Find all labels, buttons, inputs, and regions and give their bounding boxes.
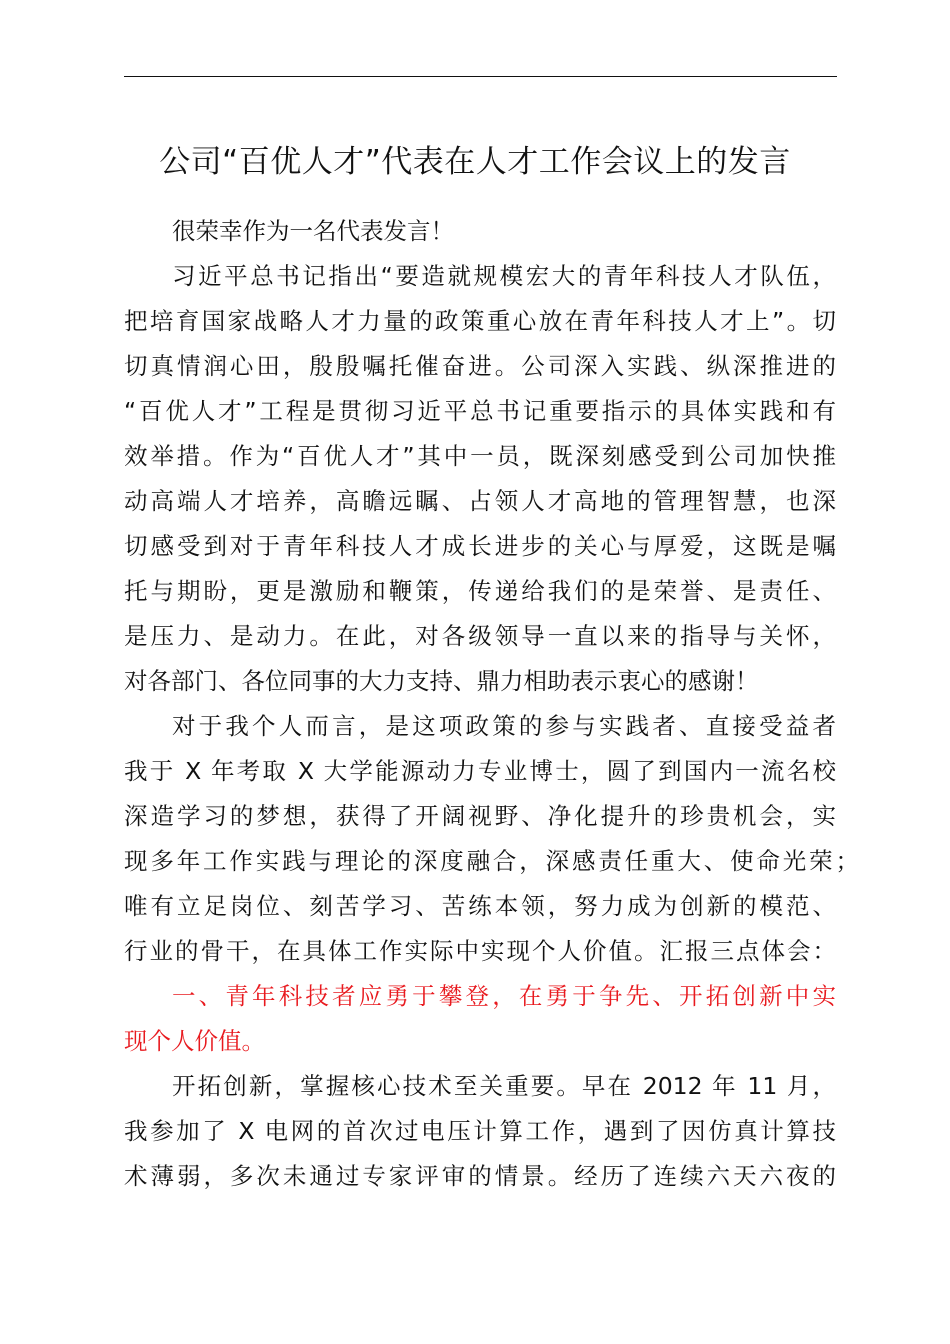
paragraph-line: 效举措。作为“百优人才”其中一员，既深刻感受到公司加快推	[124, 442, 836, 470]
paragraph-line: 对于我个人而言，是这项政策的参与实践者、直接受益者	[172, 712, 836, 740]
paragraph-line: 术薄弱，多次未通过专家评审的情景。经历了连续六天六夜的	[124, 1162, 836, 1190]
paragraph-line: 唯有立足岗位、刻苦学习、苦练本领，努力成为创新的模范、	[124, 892, 836, 920]
paragraph-line: “百优人才”工程是贯彻习近平总书记重要指示的具体实践和有	[124, 397, 836, 425]
paragraph-line: 深造学习的梦想，获得了开阔视野、净化提升的珍贵机会，实	[124, 802, 836, 830]
paragraph-line: 切感受到对于青年科技人才成长进步的关心与厚爱，这既是嘱	[124, 532, 836, 560]
paragraph-line: 对各部门、各位同事的大力支持、鼎力相助表示衷心的感谢！	[124, 667, 759, 695]
paragraph-line: 开拓创新，掌握核心技术至关重要。早在 2012 年 11 月，	[172, 1072, 836, 1100]
paragraph-line: 很荣幸作为一名代表发言！	[172, 217, 454, 245]
paragraph-line: 把培育国家战略人才力量的政策重心放在青年科技人才上”。切	[124, 307, 836, 335]
section-heading: 现个人价值。	[124, 1027, 265, 1055]
section-heading: 一、青年科技者应勇于攀登，在勇于争先、开拓创新中实	[172, 982, 836, 1010]
paragraph-line: 习近平总书记指出“要造就规模宏大的青年科技人才队伍，	[172, 262, 836, 290]
paragraph-line: 我于 X 年考取 X 大学能源动力专业博士，圆了到国内一流名校	[124, 757, 836, 785]
paragraph-line: 我参加了 X 电网的首次过电压计算工作，遇到了因仿真计算技	[124, 1117, 836, 1145]
header-rule	[124, 76, 837, 77]
paragraph-line: 切真情润心田，殷殷嘱托催奋进。公司深入实践、纵深推进的	[124, 352, 836, 380]
document-title: 公司“百优人才”代表在人才工作会议上的发言	[159, 144, 791, 180]
paragraph-line: 动高端人才培养，高瞻远瞩、占领人才高地的管理智慧，也深	[124, 487, 836, 515]
paragraph-line: 现多年工作实践与理论的深度融合，深感责任重大、使命光荣；	[124, 847, 859, 875]
paragraph-line: 是压力、是动力。在此，对各级领导一直以来的指导与关怀，	[124, 622, 836, 650]
paragraph-line: 行业的骨干，在具体工作实际中实现个人价值。汇报三点体会：	[124, 937, 836, 965]
paragraph-line: 托与期盼，更是激励和鞭策，传递给我们的是荣誉、是责任、	[124, 577, 836, 605]
